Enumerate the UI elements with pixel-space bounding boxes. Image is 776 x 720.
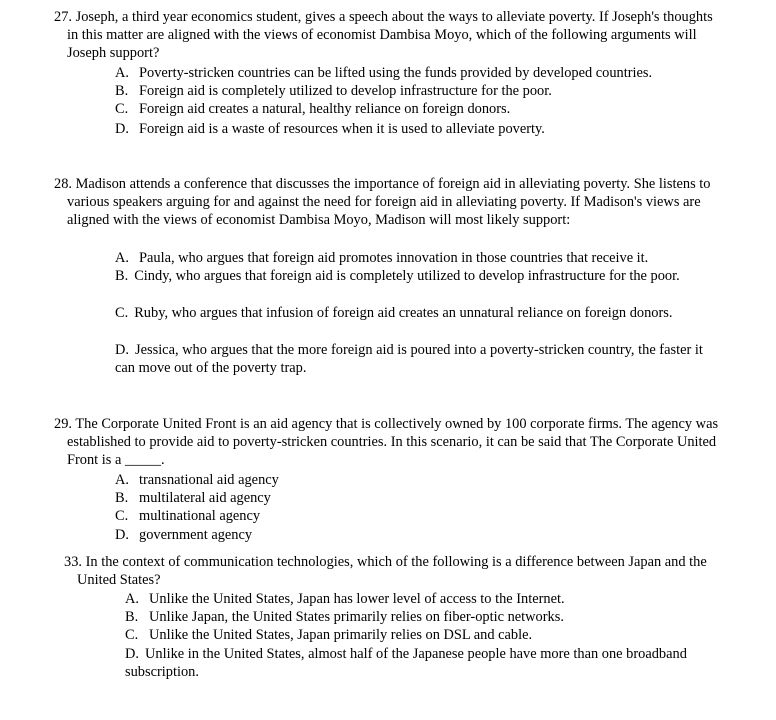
- question-stem: [54, 175, 722, 230]
- option-text: transnational aid agency: [139, 472, 279, 488]
- option-text: government agency: [139, 527, 253, 543]
- option-label: A.: [115, 250, 129, 266]
- option-a: [115, 471, 279, 489]
- option-label: D.: [115, 527, 129, 543]
- option-a: [115, 249, 648, 267]
- question-stem: [64, 553, 737, 589]
- option-label: B.: [115, 268, 129, 284]
- question-number: 27.: [54, 9, 72, 25]
- question-number: 28.: [54, 176, 72, 192]
- option-d: [115, 526, 252, 544]
- option-b: [125, 608, 564, 626]
- option-c: [115, 100, 510, 118]
- question-number: 29.: [54, 416, 72, 432]
- option-label: C.: [125, 627, 139, 643]
- option-text: Foreign aid creates a natural, healthy reliance on foreign donors.: [139, 101, 511, 117]
- option-label: C.: [115, 508, 129, 524]
- option-text: Foreign aid is completely utilized to develop infrastructure for the poor.: [139, 83, 552, 99]
- option-text: Unlike in the United States, almost half of the Japanese people have more than one broadband subscription.: [125, 646, 687, 681]
- option-text: multilateral aid agency: [139, 490, 271, 506]
- option-label: B.: [125, 609, 139, 625]
- option-text: Unlike the United States, Japan primarily relies on DSL and cable.: [149, 627, 533, 643]
- option-label: A.: [115, 65, 129, 81]
- option-text: multinational agency: [139, 508, 261, 524]
- option-d: [125, 645, 695, 681]
- question-text: Madison attends a conference that discusses the importance of foreign aid in alleviating poverty. She listens to various speakers arguing for and against the need for foreign aid in alleviating poverty. If Madison's views are aligned with the views of economist Dambisa Moyo, Madison will most likely support:: [67, 176, 711, 229]
- option-c: [125, 626, 532, 644]
- option-b: [115, 267, 715, 285]
- question-stem: [54, 415, 732, 470]
- option-label: D.: [115, 121, 129, 137]
- option-label: B.: [115, 490, 129, 506]
- option-c: [115, 507, 260, 525]
- option-label: A.: [125, 591, 139, 607]
- option-label: D.: [115, 342, 129, 358]
- option-label: C.: [115, 101, 129, 117]
- option-b: [115, 489, 271, 507]
- option-c: [115, 304, 700, 322]
- question-stem: [54, 8, 717, 63]
- option-label: A.: [115, 472, 129, 488]
- option-label: B.: [115, 83, 129, 99]
- option-a: [115, 64, 652, 82]
- option-text: Unlike the United States, Japan has lower level of access to the Internet.: [149, 591, 565, 607]
- option-text: Ruby, who argues that infusion of foreign aid creates an unnatural reliance on foreign donors.: [134, 305, 673, 321]
- option-text: Paula, who argues that foreign aid promotes innovation in those countries that receive it.: [139, 250, 649, 266]
- option-b: [115, 82, 552, 100]
- question-text: The Corporate United Front is an aid agency that is collectively owned by 100 corporate firms. The agency was established to provide aid to poverty-stricken countries. In this scenario, it can be said that The Corporate United Front is a _____.: [67, 416, 719, 469]
- question-text: Joseph, a third year economics student, gives a speech about the ways to alleviate poverty. If Joseph's thoughts in this matter are aligned with the views of economist Dambisa Moyo, which of the following arguments will Joseph support?: [67, 9, 713, 62]
- option-a: [125, 590, 565, 608]
- option-text: Foreign aid is a waste of resources when it is used to alleviate poverty.: [139, 121, 545, 137]
- option-label: C.: [115, 305, 129, 321]
- option-text: Jessica, who argues that the more foreign aid is poured into a poverty-stricken country, the faster it can move out of the poverty trap.: [115, 342, 703, 377]
- question-text: In the context of communication technologies, which of the following is a difference between Japan and the United States?: [77, 554, 707, 589]
- option-label: D.: [125, 646, 139, 662]
- option-text: Cindy, who argues that foreign aid is completely utilized to develop infrastructure for the poor.: [134, 268, 680, 284]
- option-text: Unlike Japan, the United States primarily relies on fiber-optic networks.: [149, 609, 564, 625]
- question-number: 33.: [64, 554, 82, 570]
- option-d: [115, 120, 545, 138]
- option-d: [115, 341, 710, 377]
- option-text: Poverty-stricken countries can be lifted using the funds provided by developed countries.: [139, 65, 653, 81]
